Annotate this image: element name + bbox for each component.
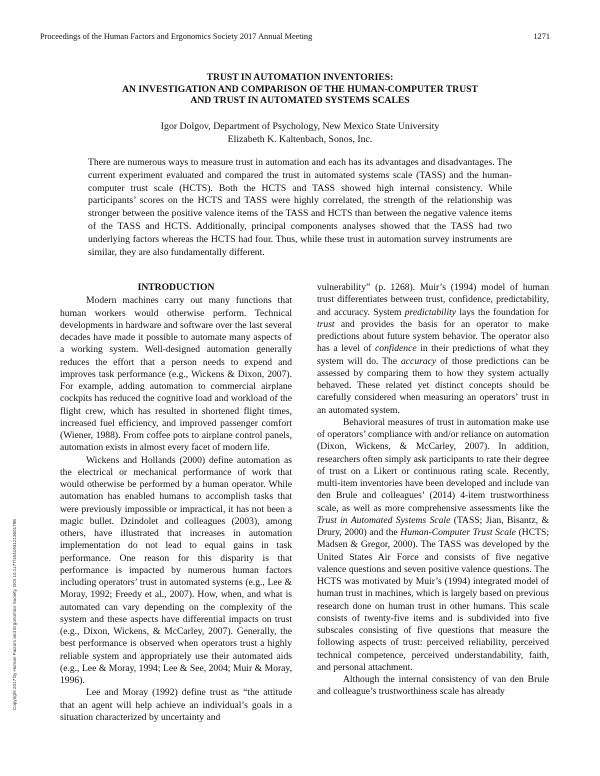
emphasis: trust xyxy=(317,318,335,330)
text-run: (HCTS; Madsen & Gregor, 2000). The TASS was developed by the United States Air Force and consists of five negative valence questions and seven positive valence questions. The HCTS was motivated by Muir’s (1994) integrated model of human trust in machines, which is largely based on previous research done on human trust in other humans. This scale consists of twenty-five items and is subdivided into five subscales consisting of five questions that measure the following aspects of trust: perceived reliability, perceived technical competence, perceived understandability, faith, and personal attachment. xyxy=(317,527,549,673)
text-run: lays the foundation for xyxy=(456,306,549,318)
running-header: Proceedings of the Human Factors and Ergonomics Society 2017 Annual Meeting xyxy=(40,32,313,41)
paragraph: Modern machines carry out many functions that human workers would otherwise perform. Technical developments in hardware and software over the last several decades have made it possible to automate many aspects of a working system. Well-designed automation generally reduces the effort that a person needs to expend and improves task performance (e.g., Wickens & Dixon, 2007). For example, adding automation to commercial airplane cockpits has reduced the cognitive load and workload of the flight crew, which has resulted in shortened flight times, increased fuel efficiency, and improved passenger comfort (Wiener, 1988). From coffee pots to airplane control panels, automation exists in almost every facet of modern life. xyxy=(60,295,292,454)
author-block xyxy=(60,121,540,146)
author-line-2: Elizabeth K. Kaltenbach, Sonos, Inc. xyxy=(227,133,373,145)
text-run: vulnerability” (p. 1268). Muir’s (1994) model of human trust differentiates between trust, confidence, predictability, and accuracy. System xyxy=(317,282,549,318)
right-column xyxy=(317,282,549,699)
emphasis: Human-Computer Trust Scale xyxy=(400,527,516,538)
text-run: in their predictions of what they system will do. The xyxy=(317,343,549,367)
paragraph xyxy=(317,417,549,674)
text-run: and provides the basis for an operator to make predictions about future system behavior. The operator also has a level of xyxy=(317,318,549,355)
text-run: Behavioral measures of trust in automation make use of operators’ compliance with and/or reliance on automation (Dixon, Wickens, & McCarley, 2007). In addition, researchers often simply ask participants to rate their degree of trust on a Likert or continuous rating scale. Recently, multi-item inventories have been developed and include van den Brule and colleagues’ (2014) 4-item trustworthiness scale, as well as more comprehensive assessments like the xyxy=(317,416,549,514)
emphasis: accuracy xyxy=(401,355,437,367)
left-column xyxy=(60,282,292,724)
title-line-1: TRUST IN AUTOMATION INVENTORIES: xyxy=(206,72,394,83)
author-line-1: Igor Dolgov, Department of Psychology, New Mexico State University xyxy=(160,121,440,132)
paragraph: Although the internal consistency of van den Brule and colleague’s trustworthiness scale has already xyxy=(317,674,549,698)
text-run: of those predictions can be assessed by comparing them to how they system actually behaved. These related yet distinct concepts should be carefully considered when measuring an operators’ trust in an automated system. xyxy=(317,355,550,416)
abstract: There are numerous ways to measure trust in automation and each has its advantages and disadvantages. The current experiment evaluated and compared the trust in automated systems scale (TASS) and the human-computer trust scale (HCTS). Both the HCTS and TASS showed high internal consistency. While participants’ scores on the HCTS and TASS were highly correlated, the strength of the relationship was stronger between the positive valence items of the TASS and HCTS than between the negative valence items of the TASS and HCTS. Additionally, principal components analyses showed that the TASS had two underlying factors whereas the HCTS had four. Thus, while these trust in automation survey instruments are similar, they are also fundamentally different. xyxy=(88,157,512,258)
paragraph: Wickens and Hollands (2000) define automation as the electrical or mechanical performance of work that would otherwise be performed by a human operator. While automation has enabled humans to accomplish tasks that were previously impossible or impractical, it has not been a magic bullet. Dzindolet and colleagues (2003), among others, have illustrated that increases in automation implementation do not lead to equal gains in task performance. One reason for this disparity is that performance is impacted by numerous human factors including operators’ trust in automated systems (e.g., Lee & Moray, 1992; Freedy et al., 2007). How, when, and what is automated can vary depending on the complexity of the system and these aspects have differential impacts on trust (e.g., Dixon, Wickens, & McCarley, 2007). Generally, the best performance is observed when operators trust a highly reliable system and appropriately use their automated aids (e.g., Lee & Moray, 1994; Lee & See, 2004; Muir & Moray, 1996). xyxy=(60,454,292,686)
emphasis: predictability xyxy=(404,306,457,318)
paper-title xyxy=(60,72,540,107)
title-line-2: AN INVESTIGATION AND COMPARISON OF THE HUMAN-COMPUTER TRUST xyxy=(122,83,478,95)
emphasis: confidence xyxy=(375,343,417,355)
page-number: 1271 xyxy=(533,32,550,41)
text-run: (TASS; Jian, Bisantz, & Drury, 2000) and the xyxy=(317,514,549,538)
section-heading-introduction: INTRODUCTION xyxy=(137,282,215,293)
paragraph: Lee and Moray (1992) define trust as “the attitude that an agent will help achieve an individual’s goals in a situation characterized by uncertainty and xyxy=(60,687,292,723)
copyright-sidebar: Copyright 2017 by Human Factors and Ergonomics Society. DOI 10.1177/1541931213601798 xyxy=(12,519,17,710)
title-line-3: AND TRUST IN AUTOMATED SYSTEMS SCALES xyxy=(190,95,410,107)
paragraph xyxy=(317,282,549,417)
emphasis: Trust in Automated Systems Scale xyxy=(317,514,451,526)
